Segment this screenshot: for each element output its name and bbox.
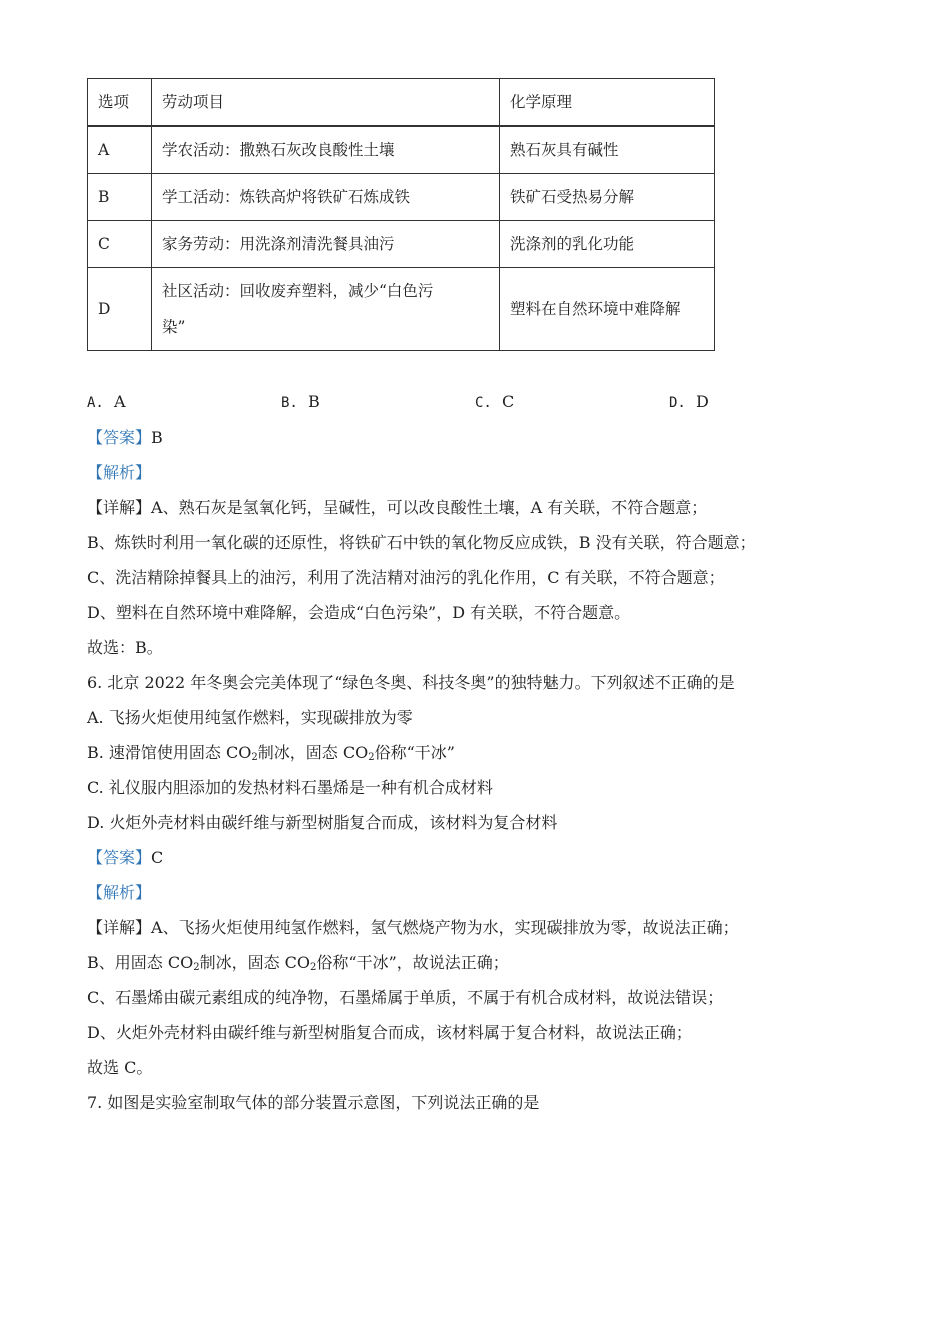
- detail-b-part: 俗称“干冰”，故说法正确；: [316, 953, 509, 972]
- row-principle: 塑料在自然环境中难降解: [500, 268, 715, 351]
- q5-answer: [87, 427, 163, 449]
- row-principle: 熟石灰具有碱性: [500, 126, 715, 174]
- choice-text: C: [502, 392, 515, 411]
- header-project: 劳动项目: [152, 79, 500, 127]
- q5-detail-a: [87, 497, 707, 519]
- header-principle: 化学原理: [500, 79, 715, 127]
- q6-detail-d: D、火炬外壳材料由碳纤维与新型树脂复合而成，该材料属于复合材料，故说法正确；: [87, 1023, 692, 1042]
- answer-value: B: [151, 428, 163, 447]
- q6-conclusion: 故选 C。: [87, 1058, 153, 1077]
- table-row: [88, 174, 715, 221]
- q5-analysis: [87, 462, 151, 484]
- subscript: 2: [310, 962, 317, 973]
- choice-label: D.: [669, 395, 686, 411]
- analysis-tag: 【解析】: [87, 463, 152, 482]
- row-project: 学农活动：撒熟石灰改良酸性土壤: [152, 126, 500, 174]
- table-row: [88, 221, 715, 268]
- q5-detail-b: B、炼铁时利用一氧化碳的还原性，将铁矿石中铁的氧化物反应成铁，B 没有关联，符合题意；: [87, 533, 756, 552]
- row-project: 学工活动：炼铁高炉将铁矿石炼成铁: [152, 174, 500, 221]
- row-project-line1: 社区活动：回收废弃塑料，减少“白色污: [162, 282, 434, 300]
- analysis-tag: 【解析】: [87, 883, 152, 902]
- row-principle: 铁矿石受热易分解: [500, 174, 715, 221]
- table-row: [88, 268, 715, 351]
- row-option: C: [88, 221, 152, 268]
- options-table: [87, 78, 715, 351]
- header-option: 选项: [88, 79, 152, 127]
- q6-analysis: [87, 882, 151, 904]
- row-principle: 洗涤剂的乳化功能: [500, 221, 715, 268]
- table-header-row: [88, 79, 715, 127]
- detail-tag: 【详解】: [87, 918, 152, 937]
- detail-text: A、熟石灰是氢氧化钙，呈碱性，可以改良酸性土壤，A 有关联，不符合题意；: [151, 498, 708, 517]
- choice-text: D: [696, 392, 709, 411]
- option-b-part: 制冰，固态 CO: [257, 743, 369, 762]
- q6-detail-c: C、石墨烯由碳元素组成的纯净物，石墨烯属于单质，不属于有机合成材料，故说法错误；: [87, 988, 724, 1007]
- table-row: [88, 126, 715, 174]
- choice-a: [87, 392, 126, 411]
- row-project: [152, 268, 500, 351]
- detail-b-part: B、用固态 CO: [87, 953, 194, 972]
- subscript: 2: [193, 962, 200, 973]
- option-b-part: B. 速滑馆使用固态 CO: [87, 743, 252, 762]
- answer-tag: 【答案】: [87, 848, 152, 867]
- q6-stem: 6. 北京 2022 年冬奥会完美体现了“绿色冬奥、科技冬奥”的独特魅力。下列叙述不正确的是: [87, 673, 735, 692]
- row-project-line2: 染”: [162, 318, 186, 336]
- q6-option-c: C. 礼仪服内胆添加的发热材料石墨烯是一种有机合成材料: [87, 778, 493, 797]
- detail-tag: 【详解】: [87, 498, 152, 517]
- row-option: A: [88, 126, 152, 174]
- subscript: 2: [251, 752, 258, 763]
- q6-option-b: [87, 742, 455, 769]
- q5-detail-d: D、塑料在自然环境中难降解，会造成“白色污染”，D 有关联，不符合题意。: [87, 603, 631, 622]
- row-project: 家务劳动：用洗涤剂清洗餐具油污: [152, 221, 500, 268]
- q6-option-d: D. 火炬外壳材料由碳纤维与新型树脂复合而成，该材料为复合材料: [87, 813, 558, 832]
- answer-value: C: [151, 848, 164, 867]
- choice-text: B: [308, 392, 320, 411]
- q5-conclusion: 故选：B。: [87, 638, 163, 657]
- q6-answer: [87, 847, 163, 869]
- row-option: B: [88, 174, 152, 221]
- subscript: 2: [368, 752, 375, 763]
- q6-option-a: A. 飞扬火炬使用纯氢作燃料，实现碳排放为零: [87, 708, 413, 727]
- q6-detail-a: [87, 917, 739, 939]
- choice-b: [281, 392, 320, 411]
- row-option: D: [88, 268, 152, 351]
- answer-tag: 【答案】: [87, 428, 152, 447]
- q5-choices: [0, 392, 950, 414]
- q7-stem: 7. 如图是实验室制取气体的部分装置示意图，下列说法正确的是: [87, 1093, 540, 1112]
- q5-detail-c: C、洗洁精除掉餐具上的油污，利用了洗洁精对油污的乳化作用，C 有关联，不符合题意；: [87, 568, 725, 587]
- choice-text: A: [114, 392, 126, 411]
- q6-detail-b: [87, 952, 509, 979]
- option-b-part: 俗称“干冰”: [374, 743, 455, 762]
- choice-label: C.: [475, 395, 492, 411]
- choice-d: [669, 392, 709, 411]
- choice-label: A.: [87, 395, 104, 411]
- choice-c: [475, 392, 514, 411]
- choice-label: B.: [281, 395, 298, 411]
- detail-b-part: 制冰，固态 CO: [199, 953, 311, 972]
- detail-text: A、飞扬火炬使用纯氢作燃料，氢气燃烧产物为水，实现碳排放为零，故说法正确；: [151, 918, 739, 937]
